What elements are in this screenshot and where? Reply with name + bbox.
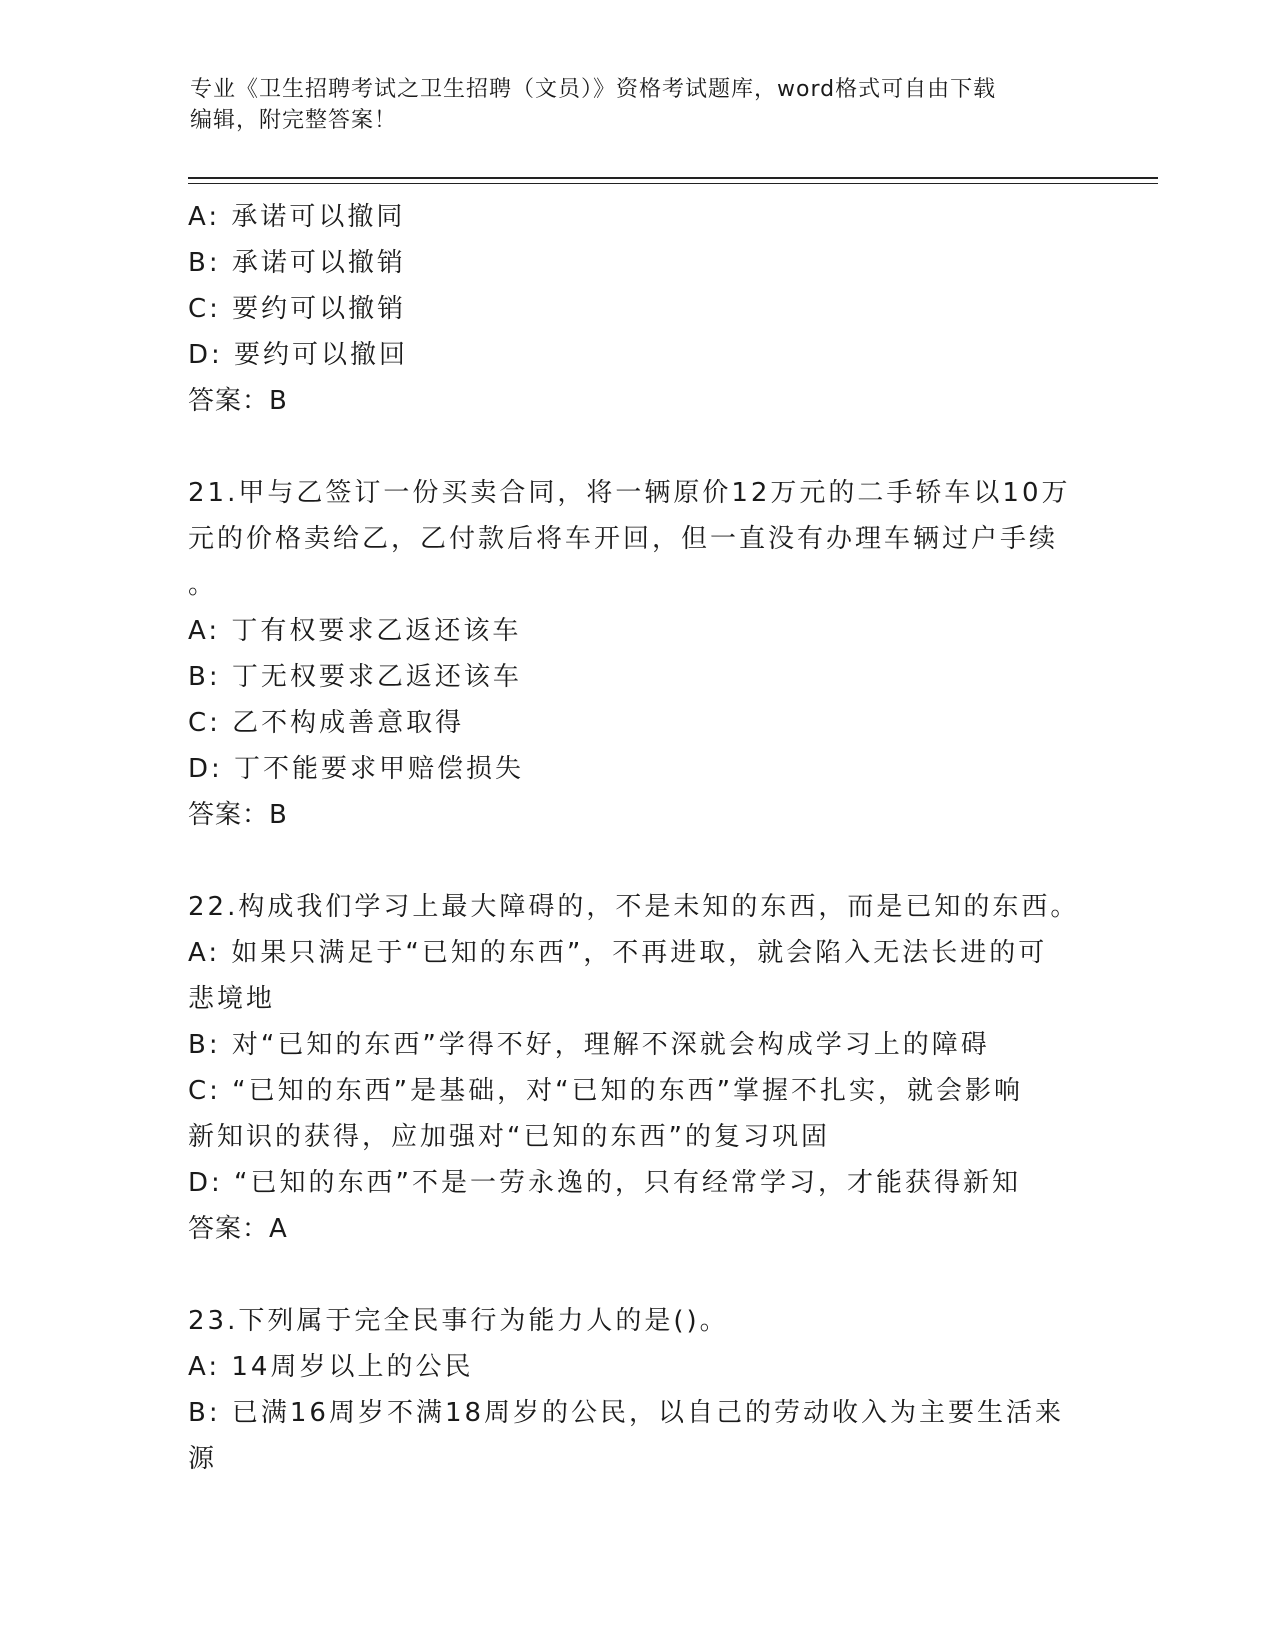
question-list (188, 194, 1088, 1482)
question-stem: 23.下列属于完全民事行为能力人的是()。 (188, 1306, 729, 1336)
option-c-continued: 新知识的获得，应加强对“已知的东西”的复习巩固 (188, 1122, 830, 1152)
option-c: C: 要约可以撤销 (188, 294, 407, 324)
option-c: C: 乙不构成善意取得 (188, 708, 465, 738)
header-line-1: 专业《卫生招聘考试之卫生招聘（文员）》资格考试题库，word格式可自由下载 (190, 77, 997, 102)
header-divider-thin (188, 183, 1158, 184)
option-d: D: 要约可以撤回 (188, 340, 409, 370)
question-stem: 21.甲与乙签订一份买卖合同，将一辆原价12万元的二手轿车以10万 (188, 478, 1071, 508)
question-21 (188, 470, 1088, 838)
option-b: B: 对“已知的东西”学得不好，理解不深就会构成学习上的障碍 (188, 1030, 990, 1060)
question-23 (188, 1298, 1088, 1482)
answer-line: 答案：A (188, 1214, 288, 1244)
option-a: A: 如果只满足于“已知的东西”，不再进取，就会陷入无法长进的可 (188, 938, 1048, 968)
answer-line: 答案：B (188, 800, 288, 830)
document-header (190, 74, 1090, 136)
question-stem-continued: 。 (188, 570, 218, 600)
option-b: B: 丁无权要求乙返还该车 (188, 662, 522, 692)
option-a-continued: 悲境地 (188, 984, 276, 1014)
question-22 (188, 884, 1088, 1252)
option-b: B: 承诺可以撤销 (188, 248, 406, 278)
option-d: D: “已知的东西”不是一劳永逸的，只有经常学习，才能获得新知 (188, 1168, 1021, 1198)
header-divider-thick (188, 177, 1158, 179)
option-b-continued: 源 (188, 1444, 218, 1474)
option-a: A: 丁有权要求乙返还该车 (188, 616, 522, 646)
option-a: A: 14周岁以上的公民 (188, 1352, 474, 1382)
spacer (188, 838, 1088, 884)
option-d: D: 丁不能要求甲赔偿损失 (188, 754, 525, 784)
spacer (188, 424, 1088, 470)
question-stem: 22.构成我们学习上最大障碍的，不是未知的东西，而是已知的东西。 (188, 892, 1080, 922)
option-a: A: 承诺可以撤同 (188, 202, 406, 232)
spacer (188, 1252, 1088, 1298)
option-c: C: “已知的东西”是基础，对“已知的东西”掌握不扎实，就会影响 (188, 1076, 1024, 1106)
answer-line: 答案：B (188, 386, 288, 416)
question-20 (188, 194, 1088, 424)
option-b: B: 已满16周岁不满18周岁的公民，以自己的劳动收入为主要生活来 (188, 1398, 1065, 1428)
question-stem-continued: 元的价格卖给乙，乙付款后将车开回，但一直没有办理车辆过户手续 (188, 524, 1059, 554)
header-line-2: 编辑，附完整答案！ (190, 108, 398, 133)
